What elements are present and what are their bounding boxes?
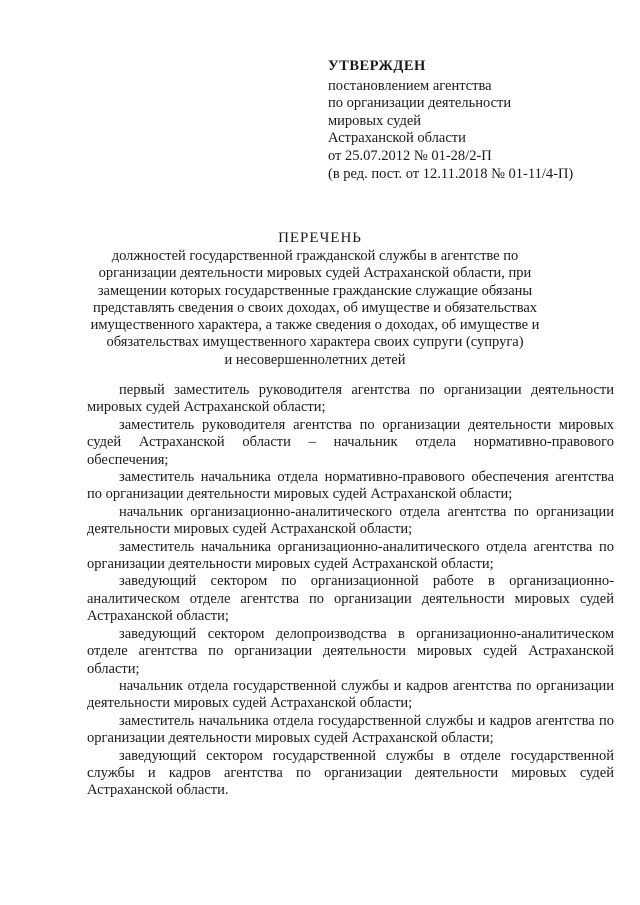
list-item: заместитель руководителя агентства по организации деятельности мировых судей Астраханской области – начальник отдела нормативно-правового обеспечения;	[87, 416, 614, 468]
subtitle-line: и несовершеннолетних детей	[224, 351, 406, 368]
approval-line: постановлением агентства	[328, 77, 492, 94]
list-item: начальник организационно-аналитического отдела агентства по организации деятельности мировых судей Астраханской области;	[87, 503, 614, 538]
approval-line: по организации деятельности	[328, 95, 512, 112]
list-item: начальник отдела государственной службы и кадров агентства по организации деятельности мировых судей Астраханской области;	[87, 677, 614, 712]
subtitle-line: организации деятельности мировых судей Астраханской области, при	[98, 265, 532, 282]
approval-stamp	[328, 58, 628, 183]
approval-line: мировых судей	[328, 112, 422, 129]
list-item: заместитель начальника отдела государственной службы и кадров агентства по организации деятельности мировых судей Астраханской области;	[87, 712, 614, 747]
list-item: заместитель начальника отдела нормативно-правового обеспечения агентства по организации деятельности мировых судей Астраханской области;	[87, 469, 614, 503]
subtitle-line: представлять сведения о своих доходах, об имуществе и обязательствах	[92, 299, 538, 316]
document-subtitle	[80, 248, 550, 369]
list-item: заместитель начальника организационно-аналитического отдела агентства по организации деятельности мировых судей Астраханской области;	[87, 538, 614, 573]
list-item: первый заместитель руководителя агентства по организации деятельности мировых судей Астраханской области;	[87, 382, 614, 416]
list-item: заведующий сектором государственной службы в отделе государственной службы и кадров агентства по организации деятельности мировых судей Астраханской области.	[87, 747, 614, 799]
subtitle-line: обязательствах имущественного характера своих супруги (супруга)	[106, 334, 524, 351]
list-item: заведующий сектором делопроизводства в организационно-аналитическом отделе агентства по организации деятельности мировых судей Астраханской области;	[87, 625, 614, 677]
subtitle-line: имущественного характера, а также сведения о доходах, об имуществе и	[90, 317, 540, 334]
approval-line: (в ред. пост. от 12.11.2018 № 01-11/4-П)	[328, 165, 574, 182]
approval-heading: УТВЕРЖДЕН	[328, 58, 426, 74]
subtitle-line: замещении которых государственные гражданские служащие обязаны	[97, 282, 533, 299]
document-title: ПЕРЕЧЕНЬ	[278, 230, 362, 246]
positions-list	[87, 382, 614, 800]
approval-line: от 25.07.2012 № 01-28/2-П	[328, 147, 492, 164]
approval-line: Астраханской области	[328, 130, 466, 147]
list-item: заведующий сектором по организационной работе в организационно-аналитическом отделе агентства по организации деятельности мировых судей Астраханской области;	[87, 573, 614, 625]
subtitle-line: должностей государственной гражданской службы в агентстве по	[111, 248, 519, 264]
